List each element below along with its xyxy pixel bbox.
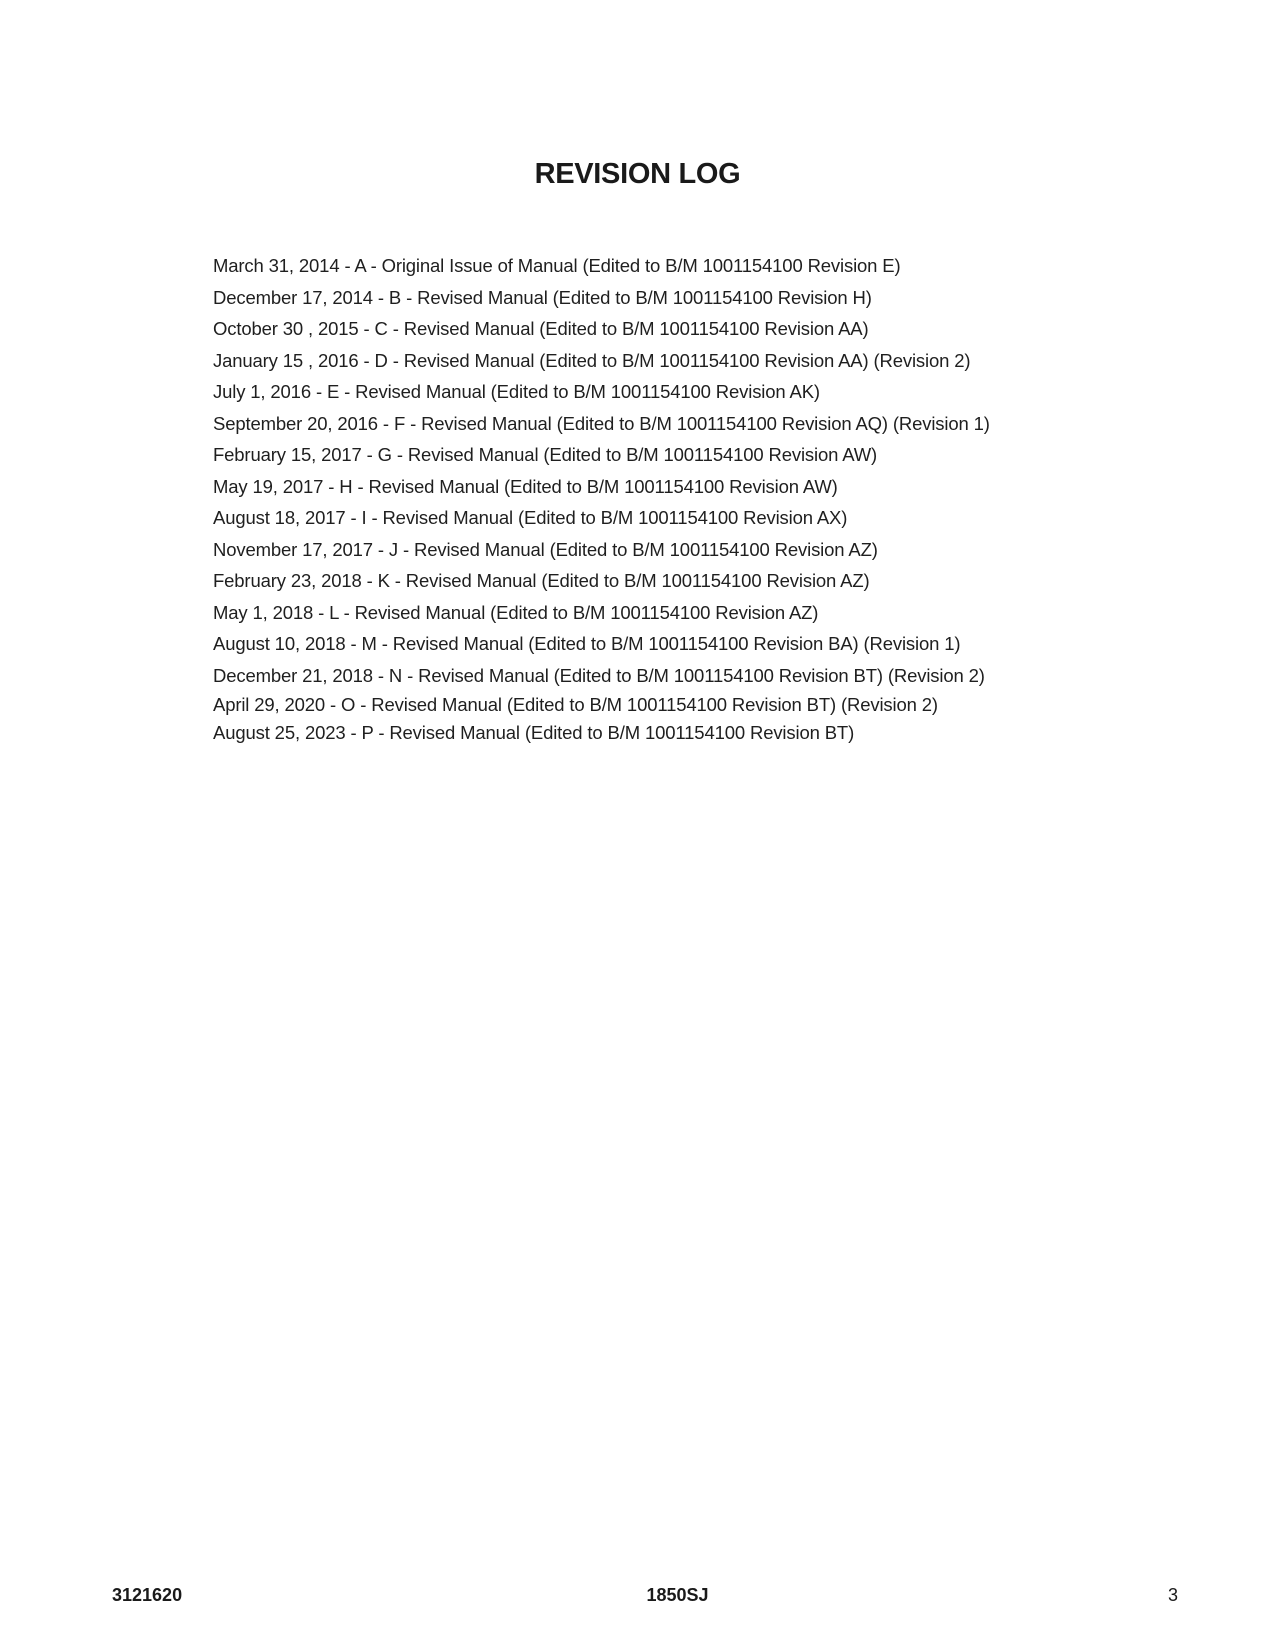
footer-page-number: 3	[1168, 1585, 1179, 1605]
revision-entry: August 10, 2018 - M - Revised Manual (Edited to B/M 1001154100 Revision BA) (Revision 1)	[213, 633, 961, 654]
revision-entry: May 19, 2017 - H - Revised Manual (Edited to B/M 1001154100 Revision AW)	[213, 475, 838, 497]
revision-entry: October 30 , 2015 - C - Revised Manual (Edited to B/M 1001154100 Revision AA)	[213, 318, 869, 339]
revision-list	[213, 250, 990, 747]
revision-entry: January 15 , 2016 - D - Revised Manual (Edited to B/M 1001154100 Revision AA) (Revision 2)	[213, 349, 971, 371]
revision-entry: November 17, 2017 - J - Revised Manual (Edited to B/M 1001154100 Revision AZ)	[213, 538, 878, 560]
revision-entry: December 17, 2014 - B - Revised Manual (Edited to B/M 1001154100 Revision H)	[213, 286, 872, 308]
footer-document-number: 3121620	[112, 1585, 183, 1605]
revision-entry: February 15, 2017 - G - Revised Manual (Edited to B/M 1001154100 Revision AW)	[213, 444, 878, 465]
footer-model: 1850SJ	[646, 1585, 709, 1605]
revision-entry: April 29, 2020 - O - Revised Manual (Edited to B/M 1001154100 Revision BT) (Revision 2)	[213, 694, 938, 715]
page-title: REVISION LOG	[534, 158, 741, 190]
revision-entry: December 21, 2018 - N - Revised Manual (Edited to B/M 1001154100 Revision BT) (Revision 2)	[213, 664, 985, 686]
revision-entry: August 25, 2023 - P - Revised Manual (Edited to B/M 1001154100 Revision BT)	[213, 722, 855, 743]
revision-entry: July 1, 2016 - E - Revised Manual (Edited to B/M 1001154100 Revision AK)	[213, 381, 820, 402]
revision-entry: February 23, 2018 - K - Revised Manual (Edited to B/M 1001154100 Revision AZ)	[213, 570, 870, 591]
revision-entry: August 18, 2017 - I - Revised Manual (Edited to B/M 1001154100 Revision AX)	[213, 507, 848, 528]
revision-entry: March 31, 2014 - A - Original Issue of Manual (Edited to B/M 1001154100 Revision E)	[213, 255, 901, 276]
revision-entry: May 1, 2018 - L - Revised Manual (Edited to B/M 1001154100 Revision AZ)	[213, 601, 819, 623]
revision-entry: September 20, 2016 - F - Revised Manual (Edited to B/M 1001154100 Revision AQ) (Revision 1)	[213, 412, 990, 434]
